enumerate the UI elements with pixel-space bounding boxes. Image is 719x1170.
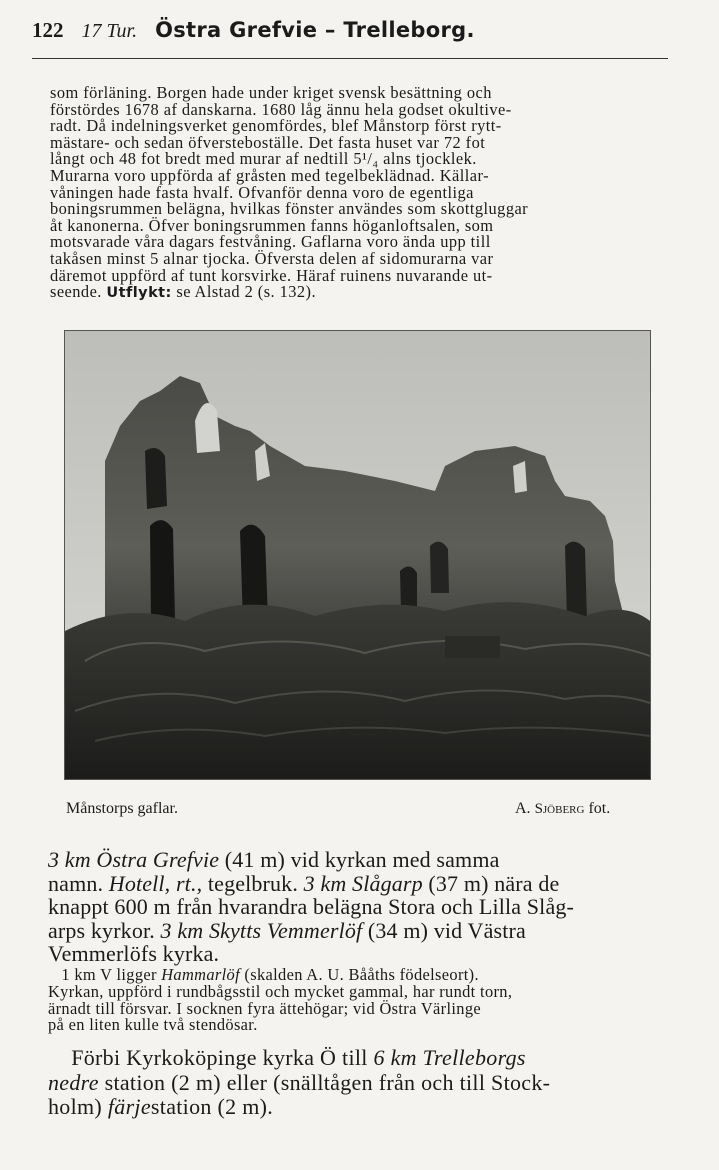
intro-line: förstördes 1678 af danskarna. 1680 låg ännu hela godset okultive- bbox=[50, 99, 512, 119]
intro-line: motsvarade våra dagars festvåning. Gaflarna voro ända upp till bbox=[50, 232, 491, 252]
ruin-photograph bbox=[64, 330, 651, 780]
credit-suffix: fot. bbox=[584, 800, 611, 817]
credit-name: Sjöberg bbox=[534, 801, 585, 817]
excursion-text: se Alstad 2 (s. 132). bbox=[171, 282, 317, 302]
route-section bbox=[48, 848, 678, 966]
place-slagarp: 3 km Slågarp bbox=[303, 870, 423, 896]
intro-line: boningsrummen belägna, hvilkas fönster användes som skottgluggar bbox=[50, 199, 529, 219]
place-ostra-grefvie: 3 km Östra Grefvie bbox=[48, 847, 220, 872]
intro-line: Murarna voro uppförda af gråsten med tegelbeklädnad. Källar- bbox=[50, 165, 489, 185]
note-text: 1 km V ligger bbox=[61, 965, 162, 984]
section-line-3: knappt 600 m från hvarandra belägna Stora och Lilla Slåg- bbox=[48, 894, 574, 919]
note-text: (skalden A. U. Bååths födelseort). bbox=[239, 965, 479, 984]
intro-line: åt kanonerna. Öfver boningsrummen fanns höganloftsalen, som bbox=[50, 215, 494, 235]
section-text: (34 m) vid Västra bbox=[362, 917, 526, 943]
page-title: Östra Grefvie – Trelleborg. bbox=[155, 18, 475, 42]
intro-last-line bbox=[50, 284, 670, 302]
section-line-4 bbox=[48, 919, 678, 943]
closing-text: station (2 m). bbox=[150, 1094, 274, 1119]
intro-line: takåsen minst 5 alnar tjocka. Öfversta delen af sidomurarna var bbox=[50, 248, 494, 268]
place-trelleborgs: 6 km Trelleborgs bbox=[373, 1045, 526, 1070]
intro-line: våningen hade fasta hvalf. Ofvanför denna voro de egentliga bbox=[50, 182, 474, 202]
credit-initial: A. bbox=[515, 800, 535, 817]
tour-label: 17 Tur. bbox=[81, 20, 138, 42]
closing-paragraph bbox=[48, 1046, 678, 1120]
intro-line: mästare- och sedan öfversteboställe. Det fasta huset var 72 fot bbox=[50, 132, 486, 152]
section-line-5: Vemmerlöfs kyrka. bbox=[48, 941, 220, 966]
note-line-2: Kyrkan, uppförd i rundbågsstil och mycket gammal, har rundt torn, bbox=[48, 981, 513, 1001]
running-header bbox=[32, 18, 672, 58]
ferry-label: färje bbox=[107, 1094, 151, 1119]
intro-last-start: seende. bbox=[50, 282, 107, 302]
place-skytts-vemmerlof: 3 km Skytts Vemmerlöf bbox=[160, 917, 363, 943]
place-hammarlof: Hammarlöf bbox=[161, 965, 240, 984]
station-nedre: nedre bbox=[48, 1069, 99, 1095]
photo-credit bbox=[515, 800, 610, 818]
intro-line: däremot uppförd af tunt korsvirke. Häraf ruinens nuvarande ut- bbox=[50, 265, 493, 285]
excursion-label: Utflykt: bbox=[106, 285, 172, 302]
intro-line: långt och 48 fot bredt med murar af nedtill 5¹/₄ alns tjocklek. bbox=[50, 149, 477, 169]
closing-text: holm) bbox=[48, 1094, 108, 1119]
section-text: arps kyrkor. bbox=[48, 917, 161, 943]
closing-text: Förbi Kyrkoköpinge kyrka Ö till bbox=[71, 1045, 374, 1070]
section-text: (41 m) vid kyrkan med samma bbox=[219, 847, 500, 872]
note-paragraph bbox=[48, 967, 678, 1034]
note-line-3: ärnadt till försvar. I socknen fyra ättehögar; vid Östra Värlinge bbox=[48, 998, 481, 1018]
section-text: namn. bbox=[48, 870, 109, 896]
closing-line-2 bbox=[48, 1071, 678, 1096]
section-text: tegelbruk. bbox=[202, 870, 304, 896]
hotel-info: Hotell, rt., bbox=[108, 870, 203, 896]
closing-text: station (2 m) eller (snälltågen från och till Stock- bbox=[98, 1069, 551, 1095]
intro-line: radt. Då indelningsverket genomfördes, blef Månstorp först rytt- bbox=[50, 116, 502, 136]
section-line-2 bbox=[48, 872, 678, 896]
closing-line-3 bbox=[48, 1095, 678, 1120]
intro-paragraph bbox=[50, 85, 670, 302]
photo-caption: Månstorps gaflar. bbox=[66, 800, 178, 817]
section-line-1 bbox=[48, 848, 678, 872]
closing-line-1 bbox=[48, 1046, 678, 1071]
page-number: 122 bbox=[32, 18, 64, 42]
header-rule bbox=[32, 58, 668, 59]
note-line-4: på en liten kulle två stendösar. bbox=[48, 1015, 258, 1035]
intro-line: som förläning. Borgen hade under kriget svensk besättning och bbox=[50, 83, 492, 102]
section-text: (37 m) nära de bbox=[422, 870, 560, 896]
